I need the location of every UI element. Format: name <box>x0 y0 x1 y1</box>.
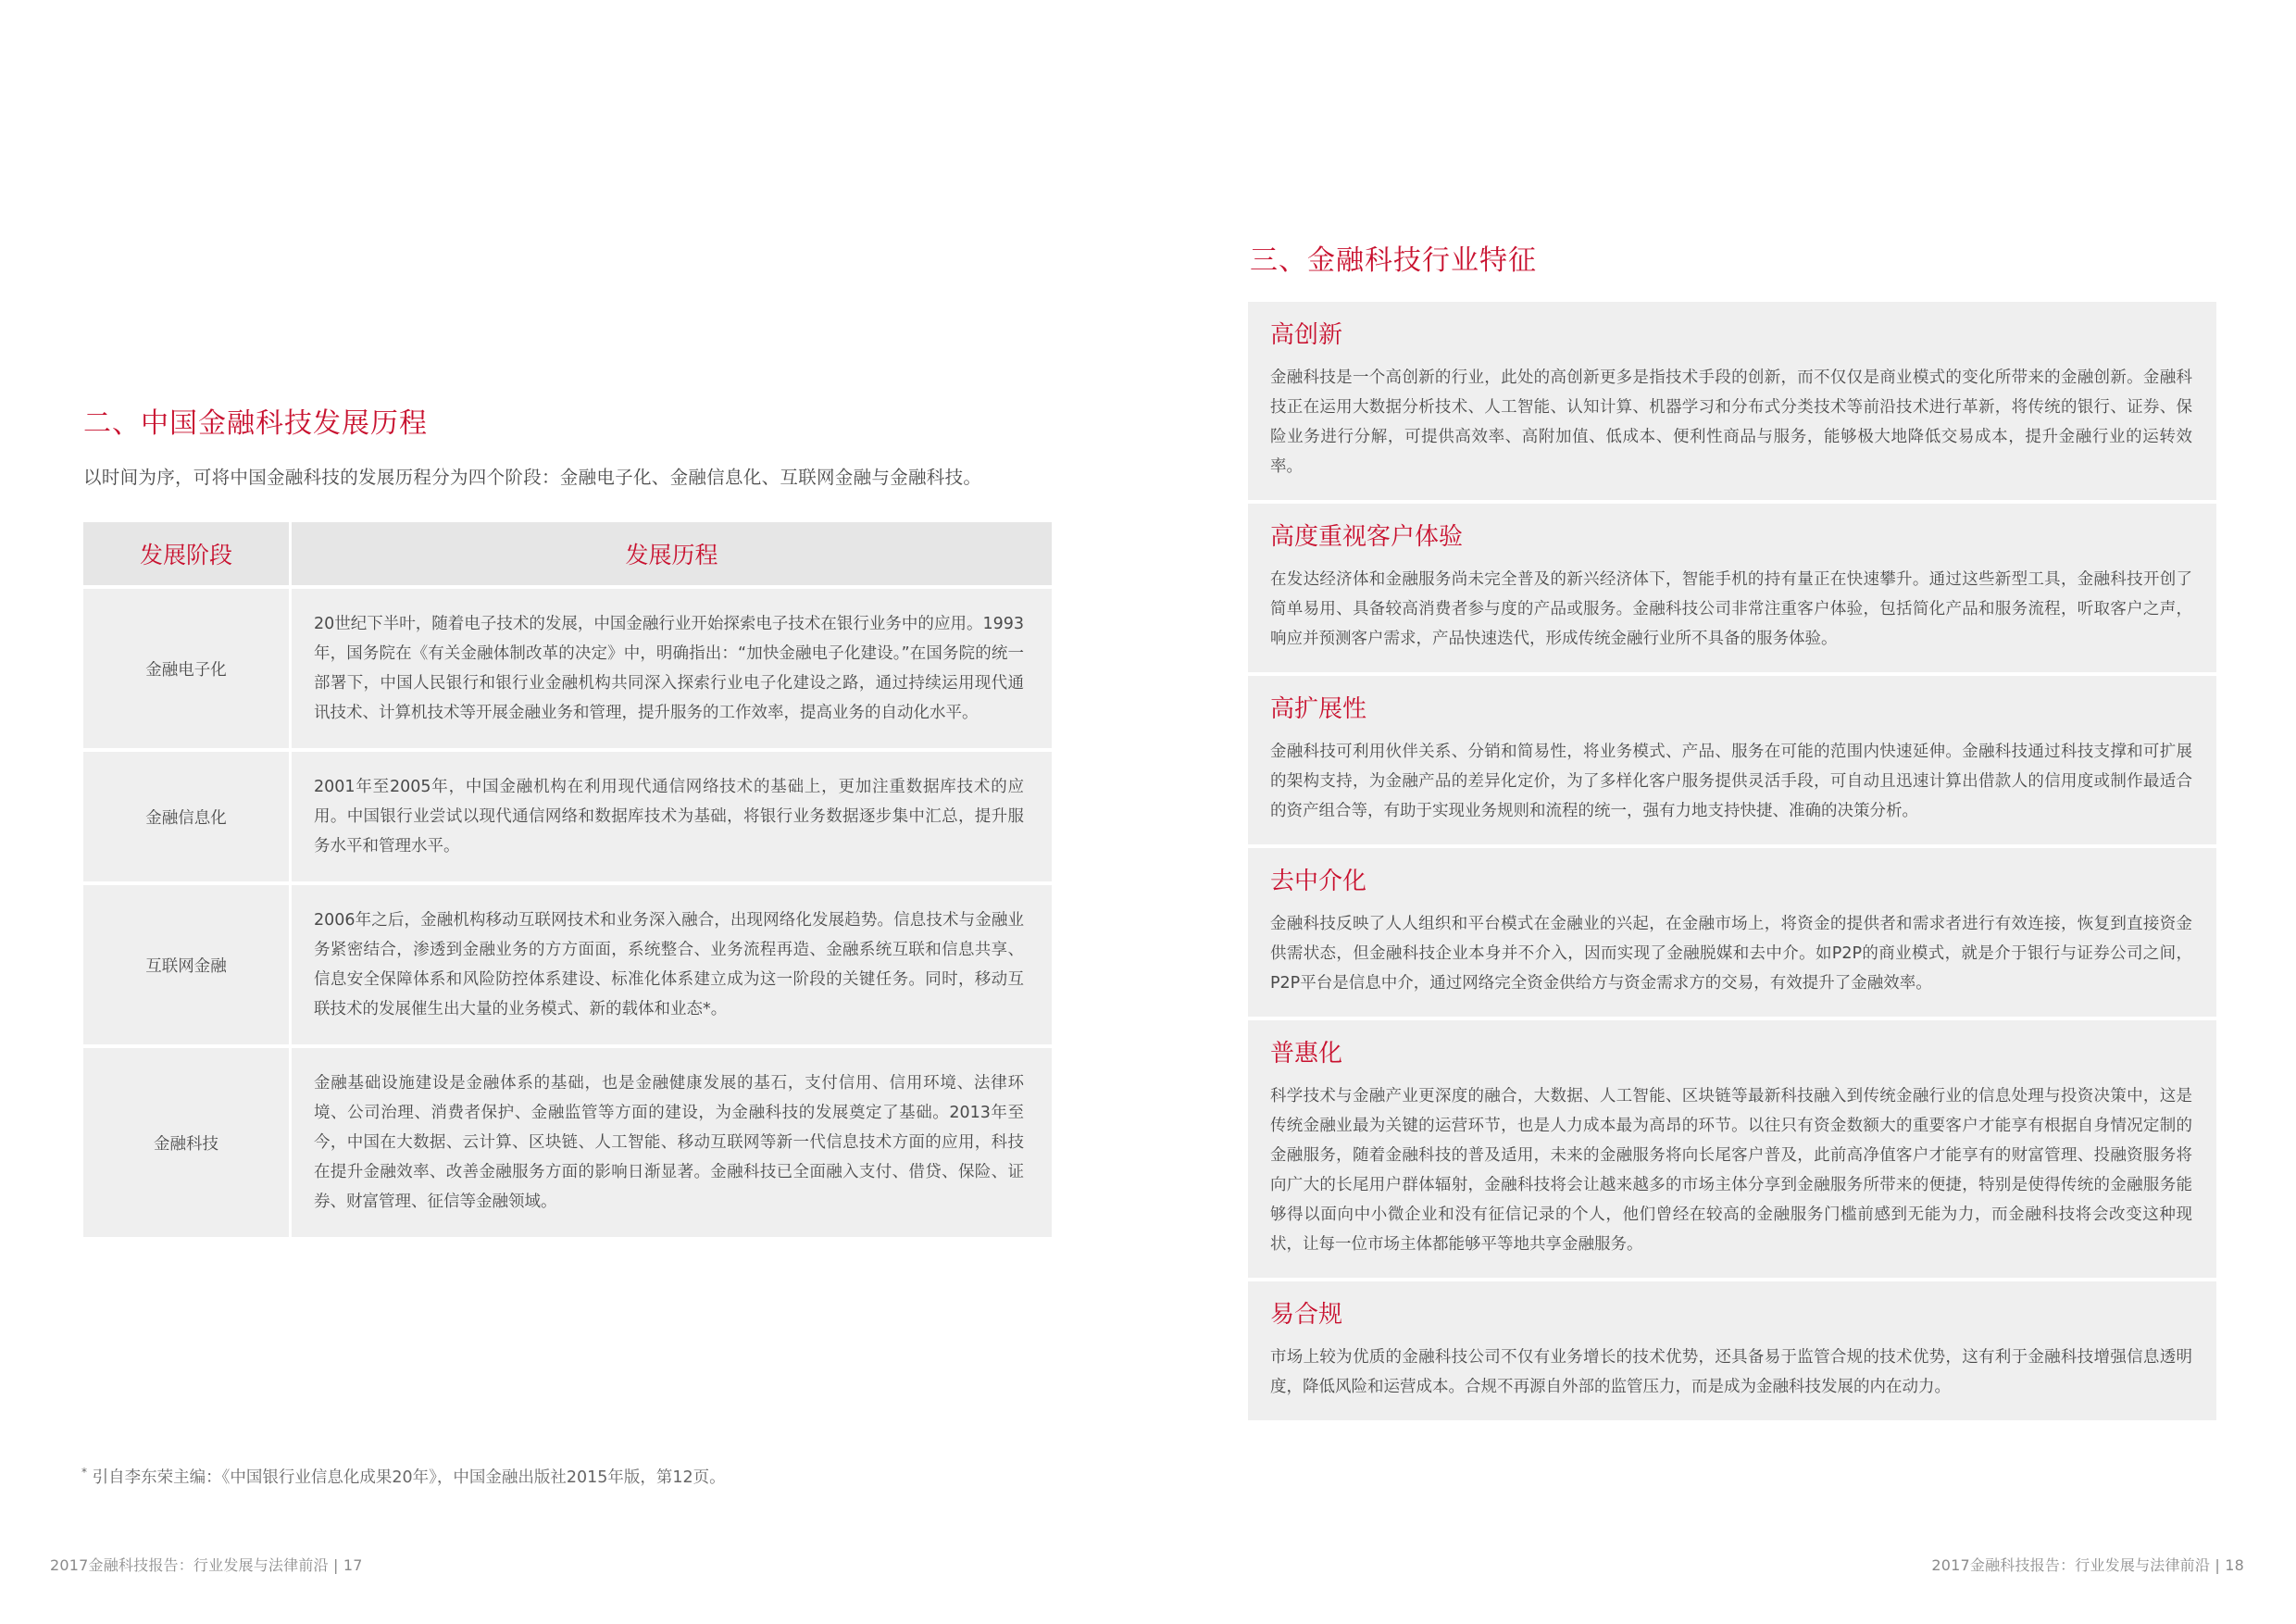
footnote <box>81 1465 726 1488</box>
feature-block <box>1248 302 2216 500</box>
stage-description: 2001年至2005年，中国金融机构在利用现代通信网络技术的基础上，更加注重数据库技术的应用。中国银行业尝试以现代通信网络和数据库技术为基础，将银行业务数据逐步集中汇总，提升服务水平和管理水平。 <box>292 752 1052 881</box>
feature-text: 金融科技是一个高创新的行业，此处的高创新更多是指技术手段的创新，而不仅仅是商业模式的变化所带来的金融创新。金融科技正在运用大数据分析技术、人工智能、认知计算、机器学习和分布式分类技术等前沿技术进行革新，将传统的银行、证券、保险业务进行分解，可提供高效率、高附加值、低成本、便利性商品与服务，能够极大地降低交易成本，提升金融行业的运转效率。 <box>1270 369 2192 476</box>
feature-title: 高度重视客户体验 <box>1270 523 1464 551</box>
feature-text: 市场上较为优质的金融科技公司不仅有业务增长的技术优势，还具备易于监管合规的技术优势，这有利于金融科技增强信息透明度，降低风险和运营成本。合规不再源自外部的监管压力，而是成为金融科技发展的内在动力。 <box>1270 1348 2192 1396</box>
table-header-row <box>83 522 1052 585</box>
feature-text: 金融科技可利用伙伴关系、分销和简易性，将业务模式、产品、服务在可能的范围内快速延伸。金融科技通过科技支撑和可扩展的架构支持，为金融产品的差异化定价，为了多样化客户服务提供灵活手段，可自动且迅速计算出借款人的信用度或制作最适合的资产组合等，有助于实现业务规则和流程的统一，强有力地支持快捷、准确的决策分析。 <box>1270 743 2192 820</box>
stage-description: 金融基础设施建设是金融体系的基础，也是金融健康发展的基石，支付信用、信用环境、法律环境、公司治理、消费者保护、金融监管等方面的建设，为金融科技的发展奠定了基础。2013年至今，中国在大数据、云计算、区块链、人工智能、移动互联网等新一代信息技术方面的应用，科技在提升金融效率、改善金融服务方面的影响日渐显著。金融科技已全面融入支付、借贷、保险、证券、财富管理、征信等金融领域。 <box>292 1048 1052 1237</box>
header-stage: 发展阶段 <box>83 522 292 585</box>
development-stages-table <box>83 518 1052 1241</box>
feature-title: 高创新 <box>1270 321 1343 349</box>
feature-title: 普惠化 <box>1270 1040 1343 1068</box>
feature-title: 易合规 <box>1270 1301 1343 1329</box>
stage-name: 金融科技 <box>83 1048 292 1237</box>
stage-name: 金融信息化 <box>83 752 292 881</box>
section-title-history: 二、中国金融科技发展历程 <box>83 407 428 440</box>
table-row <box>83 752 1052 881</box>
stage-description: 2006年之后，金融机构移动互联网技术和业务深入融合，出现网络化发展趋势。信息技术与金融业务紧密结合，渗透到金融业务的方方面面，系统整合、业务流程再造、金融系统互联和信息共享、信息安全保障体系和风险防控体系建设、标准化体系建立成为这一阶段的关键任务。同时，移动互联技术的发展催生出大量的业务模式、新的载体和业态*。 <box>292 885 1052 1044</box>
feature-text: 科学技术与金融产业更深度的融合，大数据、人工智能、区块链等最新科技融入到传统金融行业的信息处理与投资决策中，这是传统金融业最为关键的运营环节，也是人力成本最为高昂的环节。以往只有资金数额大的重要客户才能享有根据自身情况定制的金融服务，随着金融科技的普及适用，未来的金融服务将向长尾客户普及，此前高净值客户才能享有的财富管理、投融资服务将向广大的长尾用户群体辐射，金融科技将会让越来越多的市场主体分享到金融服务所带来的便捷，特别是使得传统的金融服务能够得以面向中小微企业和没有征信记录的个人，他们曾经在较高的金融服务门槛前感到无能为力，而金融科技将会改变这种现状，让每一位市场主体都能够平等地共享金融服务。 <box>1270 1087 2192 1254</box>
feature-block <box>1248 848 2216 1017</box>
page-footer-left: 2017金融科技报告：行业发展与法律前沿 | 17 <box>50 1556 363 1574</box>
header-history: 发展历程 <box>292 522 1052 585</box>
table-row <box>83 1048 1052 1237</box>
section-title-features: 三、金融科技行业特征 <box>1250 244 1537 277</box>
feature-list <box>1248 302 2216 1424</box>
feature-block <box>1248 1020 2216 1278</box>
table-row <box>83 885 1052 1044</box>
feature-block <box>1248 1281 2216 1420</box>
feature-title: 高扩展性 <box>1270 695 1367 723</box>
page-footer-right: 2017金融科技报告：行业发展与法律前沿 | 18 <box>1931 1556 2244 1574</box>
footnote-text: 引自李东荣主编：《中国银行业信息化成果20年》，中国金融出版社2015年版，第12页。 <box>92 1468 726 1487</box>
stage-description: 20世纪下半叶，随着电子技术的发展，中国金融行业开始探索电子技术在银行业务中的应用。1993年，国务院在《有关金融体制改革的决定》中，明确指出：“加快金融电子化建设。”在国务院的统一部署下，中国人民银行和银行业金融机构共同深入探索行业电子化建设之路，通过持续运用现代通讯技术、计算机技术等开展金融业务和管理，提升服务的工作效率，提高业务的自动化水平。 <box>292 589 1052 748</box>
feature-block <box>1248 504 2216 672</box>
stage-name: 金融电子化 <box>83 589 292 748</box>
feature-text: 在发达经济体和金融服务尚未完全普及的新兴经济体下，智能手机的持有量正在快速攀升。通过这些新型工具，金融科技开创了简单易用、具备较高消费者参与度的产品或服务。金融科技公司非常注重客户体验，包括简化产品和服务流程，听取客户之声，响应并预测客户需求，产品快速迭代，形成传统金融行业所不具备的服务体验。 <box>1270 570 2192 648</box>
history-intro: 以时间为序，可将中国金融科技的发展历程分为四个阶段：金融电子化、金融信息化、互联网金融与金融科技。 <box>83 467 982 488</box>
feature-title: 去中介化 <box>1270 868 1367 895</box>
table-row <box>83 589 1052 748</box>
feature-block <box>1248 676 2216 844</box>
stage-name: 互联网金融 <box>83 885 292 1044</box>
feature-text: 金融科技反映了人人组织和平台模式在金融业的兴起，在金融市场上，将资金的提供者和需求者进行有效连接，恢复到直接资金供需状态，但金融科技企业本身并不介入，因而实现了金融脱媒和去中介。如P2P的商业模式，就是介于银行与证券公司之间，P2P平台是信息中介，通过网络完全资金供给方与资金需求方的交易，有效提升了金融效率。 <box>1270 915 2192 993</box>
footnote-mark: * <box>81 1466 87 1480</box>
